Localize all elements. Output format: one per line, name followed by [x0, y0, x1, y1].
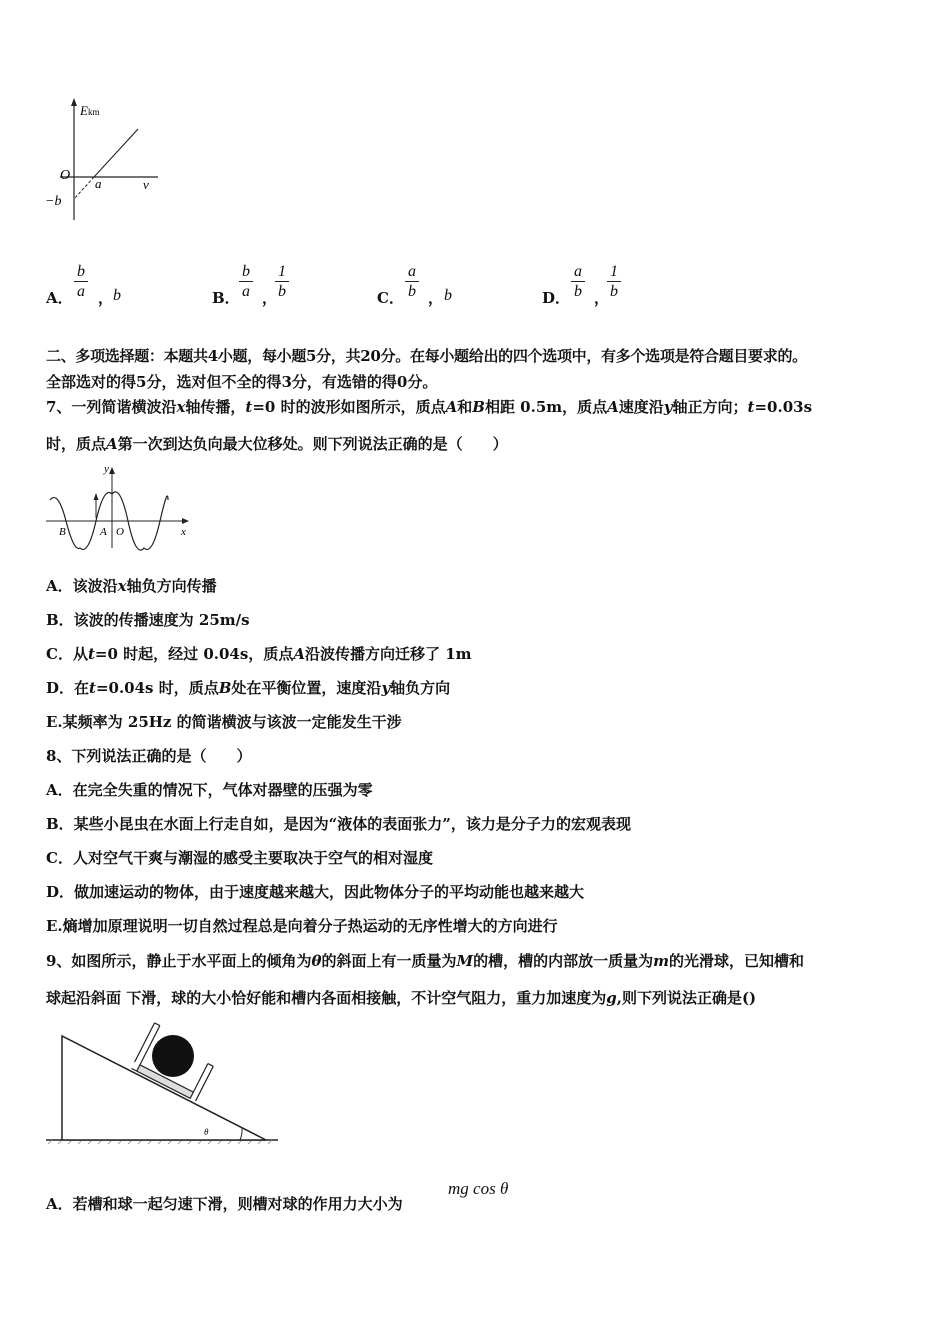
wave-graph [44, 460, 194, 555]
origin-label: O [60, 168, 71, 183]
q7-option-b: B．该波的传播速度为 25m/s [46, 611, 250, 629]
y-axis-arrow [71, 98, 77, 106]
q9-option-a: A．若槽和球一起匀速下滑，则槽对球的作用力大小为 [46, 1195, 403, 1213]
q8-stem: 8、下列说法正确的是（ ） [46, 747, 252, 765]
graph-extension-dashed [74, 177, 94, 199]
q8-option-b: B．某些小昆虫在水面上行走自如，是因为“液体的表面张力”，该力是分子力的宏观表现 [46, 815, 631, 833]
x-intercept-label: a [95, 176, 102, 191]
wave-b-label: B [59, 526, 66, 538]
ekm-v-graph [40, 95, 170, 230]
option-c-second: b [444, 287, 452, 304]
q7-option-a: A．该波沿x轴负方向传播 [46, 577, 217, 595]
y-intercept-label: −b [45, 194, 62, 209]
q7-option-c: C．从t=0 时起，经过 0.04s，质点A沿波传播方向迁移了 1m [46, 645, 472, 663]
wave-y-arrow [109, 467, 115, 474]
wave-x-label: x [181, 526, 186, 538]
wave-y-label: y [104, 463, 109, 475]
option-a-label: A． [46, 289, 73, 307]
option-b-fraction: $\frac{b}{a}$ [239, 263, 253, 302]
q8-option-e: E.熵增加原理说明一切自然过程总是向着分子热运动的无序性增大的方向进行 [46, 917, 558, 935]
option-a-sep: ， [98, 289, 114, 307]
section-2-heading: 二、多项选择题：本题共4小题，每小题5分，共20分。在每小题给出的四个选项中，有多个选项是符合题目要求的。 [46, 347, 807, 365]
option-d-second-fraction: $\frac{1}{b}$ [607, 263, 621, 302]
option-c-fraction: $\frac{a}{b}$ [405, 263, 419, 302]
option-d-sep: ， [594, 289, 610, 307]
option-c-sep: ， [428, 289, 444, 307]
q9-stem-line1: 9、如图所示，静止于水平面上的倾角为θ的斜面上有一质量为M的槽，槽的内部放一质量为m的光滑球，已知槽和 [46, 952, 804, 970]
option-a-second: b [113, 287, 121, 304]
q9-option-a-formula: mg cos θ [448, 1179, 509, 1198]
velocity-arrowhead [94, 493, 99, 500]
q7-stem-line2: 时，质点A第一次到达负向最大位移处。则下列说法正确的是（ ） [46, 435, 508, 453]
wave-o-label: O [116, 526, 124, 538]
incline-diagram [44, 1020, 284, 1150]
y-axis-label: Ekm [80, 103, 100, 118]
q7-stem-line1: 7、一列简谐横波沿x轴传播，t=0 时的波形如图所示，质点A和B相距 0.5m，质点A速度沿y轴正方向；t=0.03s [46, 398, 813, 416]
q7-option-e: E.某频率为 25Hz 的简谐横波与该波一定能发生干涉 [46, 713, 402, 731]
q8-option-a: A．在完全失重的情况下，气体对器壁的压强为零 [46, 781, 373, 799]
option-d-label: D． [542, 289, 571, 307]
q7-option-d: D．在t=0.04s 时，质点B处在平衡位置，速度沿y轴负方向 [46, 679, 451, 697]
q9-stem-line2: 球起沿斜面 下滑，球的大小恰好能和槽内各面相接触，不计空气阻力，重力加速度为g,则下列说法正确是() [46, 989, 757, 1007]
option-b-sep: ， [262, 289, 278, 307]
section-2-scoring: 全部选对的得5分，选对但不全的得3分，有选错的得0分。 [46, 373, 438, 391]
option-c-label: C． [377, 289, 404, 307]
graph-line [94, 129, 138, 177]
option-a-fraction: $\frac{b}{a}$ [74, 263, 88, 302]
q8-option-d: D．做加速运动的物体，由于速度越来越大，因此物体分子的平均动能也越来越大 [46, 883, 585, 901]
x-axis-label: v [143, 177, 149, 192]
wave-x-arrow [182, 518, 189, 524]
ball [152, 1035, 194, 1077]
option-b-label: B． [212, 289, 240, 307]
q8-option-c: C．人对空气干爽与潮湿的感受主要取决于空气的相对湿度 [46, 849, 433, 867]
wave-a-label: A [100, 526, 107, 538]
option-b-second-fraction: $\frac{1}{b}$ [275, 263, 289, 302]
angle-label: θ [204, 1127, 209, 1137]
option-d-fraction: $\frac{a}{b}$ [571, 263, 585, 302]
